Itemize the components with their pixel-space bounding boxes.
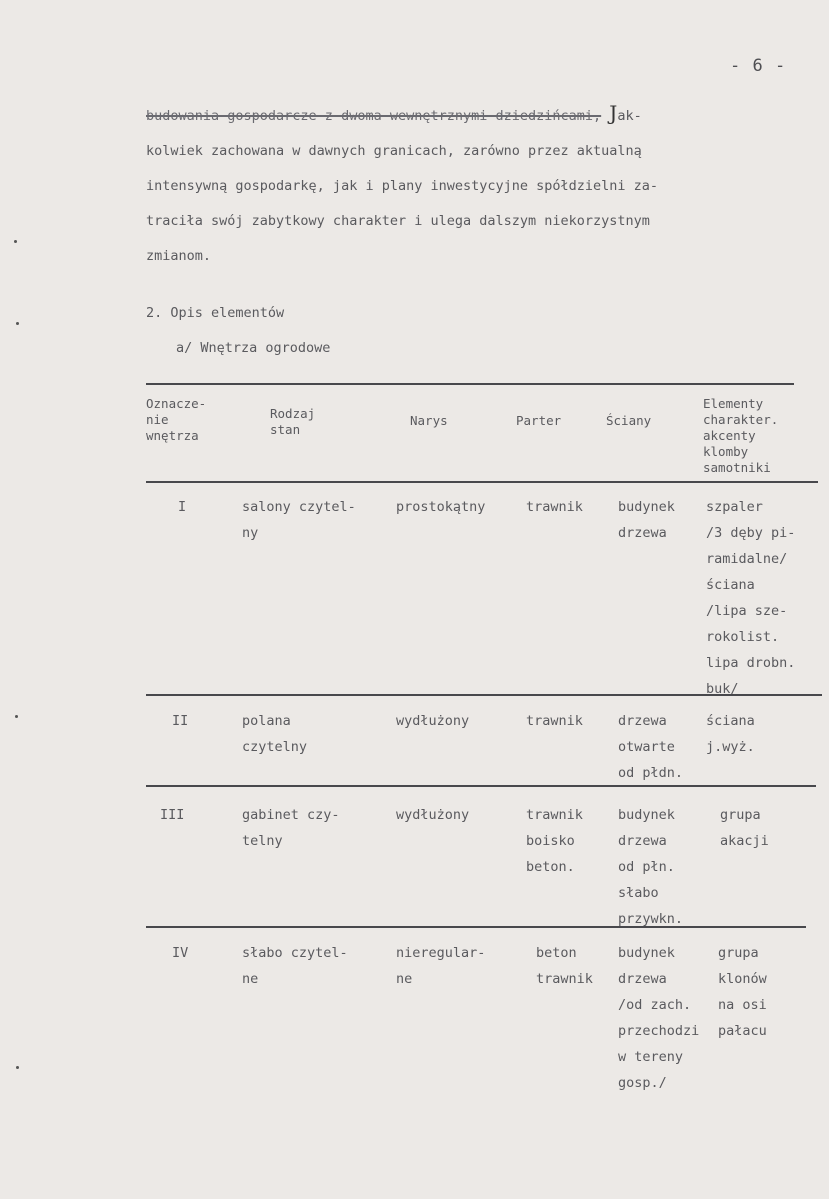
row-divider: [146, 785, 816, 787]
scan-speck: [16, 322, 19, 325]
row-2-narys: wydłużony: [396, 713, 470, 729]
header-parter: Parter: [516, 413, 562, 428]
paragraph-line: zmianom.: [146, 248, 212, 264]
intro-paragraph: [146, 96, 796, 274]
table-top-rule: [146, 383, 794, 385]
row-1-elementy: szpaler /3 dęby pi- ramidalne/ ściana /lipa sze- rokolist. lipa drobn. buk/: [706, 499, 796, 697]
row-4-sciany: budynek drzewa /od zach. przechodzi w tereny gosp./: [618, 945, 700, 1091]
header-bottom-rule: [146, 481, 818, 483]
paragraph-line: kolwiek zachowana w dawnych granicach, zarówno przez aktualną: [146, 143, 642, 159]
row-2-elementy: ściana j.wyż.: [706, 713, 755, 755]
row-1-narys: prostokątny: [396, 499, 486, 515]
row-2-parter: trawnik: [526, 713, 583, 729]
row-3-oznaczenie: III: [160, 807, 185, 823]
scan-speck: [16, 1066, 19, 1069]
paragraph-line: traciła swój zabytkowy charakter i ulega dalszym niekorzystnym: [146, 213, 650, 229]
row-3-elementy: grupa akacji: [720, 807, 769, 849]
header-sciany: Ściany: [606, 413, 652, 428]
row-3-sciany: budynek drzewa od płn. słabo przywkn.: [618, 807, 684, 927]
row-4-parter: beton trawnik: [536, 945, 593, 987]
row-2-rodzaj: polana czytelny: [242, 713, 308, 755]
section-title: 2. Opis elementów: [146, 305, 285, 321]
page-number: - 6 -: [730, 56, 787, 76]
handwritten-insert: J: [609, 101, 618, 125]
row-1-rodzaj: salony czytel- ny: [242, 499, 356, 541]
paragraph-line: intensywną gospodarkę, jak i plany inwestycyjne spółdzielni za-: [146, 178, 659, 194]
subsection-title: a/ Wnętrza ogrodowe: [176, 340, 331, 356]
row-1-parter: trawnik: [526, 499, 583, 515]
header-narys: Narys: [410, 413, 448, 428]
row-3-parter: trawnik boisko beton.: [526, 807, 583, 875]
row-2-oznaczenie: II: [172, 713, 189, 729]
header-oznaczenie: Oznacze- nie wnętrza: [146, 396, 207, 443]
paragraph-first-line: [146, 96, 796, 134]
header-elementy: Elementy charakter. akcenty klomby samotniki: [703, 396, 779, 475]
row-1-sciany: budynek drzewa: [618, 499, 675, 541]
row-3-rodzaj: gabinet czy- telny: [242, 807, 340, 849]
paragraph-line: ak-: [617, 108, 642, 124]
row-4-rodzaj: słabo czytel- ne: [242, 945, 348, 987]
scan-speck: [14, 240, 17, 243]
row-4-oznaczenie: IV: [172, 945, 189, 961]
row-divider: [146, 926, 806, 928]
row-4-elementy: grupa klonów na osi pałacu: [718, 945, 767, 1039]
row-1-oznaczenie: I: [178, 499, 187, 515]
scan-speck: [15, 715, 18, 718]
struck-out-text: budowania gospodarcze z dwoma wewnętrznymi dziedzińcami,: [146, 108, 602, 124]
row-3-narys: wydłużony: [396, 807, 470, 823]
row-2-sciany: drzewa otwarte od płdn.: [618, 713, 684, 781]
header-rodzaj: Rodzaj stan: [270, 406, 316, 437]
row-4-narys: nieregular- ne: [396, 945, 486, 987]
